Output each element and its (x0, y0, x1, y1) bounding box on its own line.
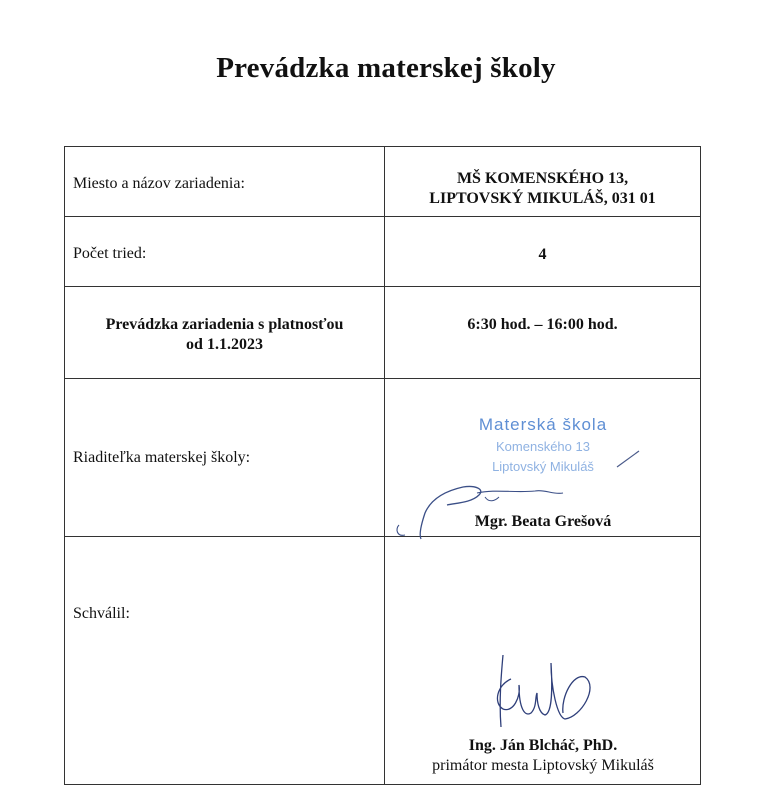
mayor-role: primátor mesta Liptovský Mikuláš (432, 757, 654, 774)
table-row-facility (65, 147, 701, 217)
school-stamp-line1: Materská škola (478, 415, 608, 434)
operation-label-cell (65, 287, 385, 379)
operation-value-cell (385, 287, 701, 379)
school-stamp-line2: Komenského 13 (496, 439, 590, 454)
classes-label-cell (65, 217, 385, 287)
table-row-operation (65, 287, 701, 379)
document-title: Prevádzka materskej školy (216, 52, 556, 84)
operation-hours: 6:30 hod. – 16:00 hod. (467, 316, 618, 333)
operation-label-line1: Prevádzka zariadenia s platnosťou (105, 316, 344, 333)
mayor-name: Ing. Ján Blcháč, PhD. (468, 737, 618, 754)
facility-value-cell (385, 147, 701, 217)
facility-value-line2: LIPTOVSKÝ MIKULÁŠ, 031 01 (429, 190, 656, 207)
classes-value: 4 (538, 246, 547, 263)
director-label: Riaditeľka materskej školy: (73, 448, 251, 466)
approval-label: Schválil: (73, 605, 130, 622)
director-name: Mgr. Beata Grešová (474, 513, 612, 530)
table-row-director (65, 379, 701, 537)
operation-label-line2: od 1.1.2023 (186, 336, 263, 353)
facility-value-line1: MŠ KOMENSKÉHO 13, (456, 170, 629, 187)
table-row-approval (65, 537, 701, 785)
approval-signature-cell (385, 537, 701, 785)
school-stamp-line3: Liptovský Mikuláš (492, 459, 594, 474)
director-label-cell (65, 379, 385, 537)
facility-label-cell (65, 147, 385, 217)
director-signature-cell (385, 379, 701, 537)
approval-label-cell (65, 537, 385, 785)
classes-label: Počet tried: (73, 245, 147, 262)
info-table (64, 146, 701, 785)
classes-value-cell (385, 217, 701, 287)
table-row-classes (65, 217, 701, 287)
facility-label: Miesto a názov zariadenia: (73, 175, 245, 192)
